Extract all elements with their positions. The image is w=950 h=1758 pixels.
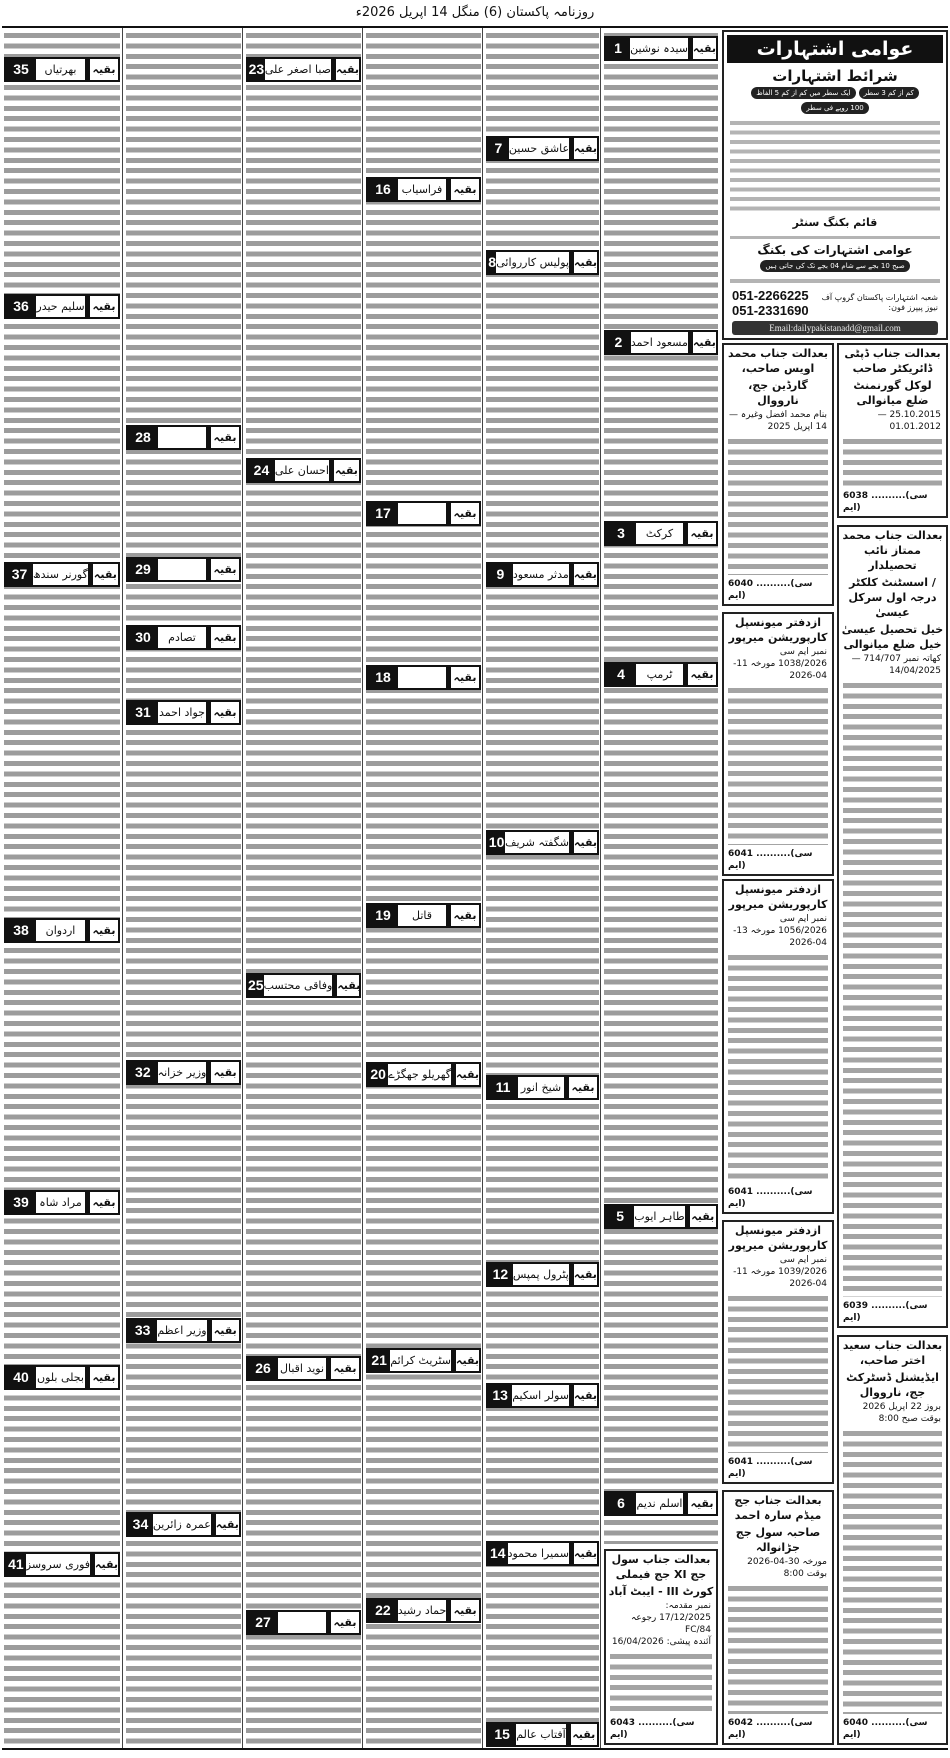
story-title: صبا اصغر علی <box>264 63 332 76</box>
notice-heading: ایڈیشنل ڈسٹرکٹ جج، نارووال <box>846 1371 939 1399</box>
legal-notice-ad <box>837 525 948 1328</box>
notice-body-text <box>728 1293 828 1453</box>
bottom-rule <box>2 1748 948 1750</box>
story-title: وزیر خزانہ <box>157 1066 207 1079</box>
phone-numbers <box>732 288 809 318</box>
continued-story-header <box>486 830 599 855</box>
notice-heading: ازدفتر میونسپل کارپوریشن میرپور <box>728 1224 828 1252</box>
continued-story-header <box>4 1190 120 1215</box>
continued-story-header <box>486 1383 599 1408</box>
continued-label: بقیہ <box>326 1358 359 1379</box>
legal-notice-ad <box>722 1220 834 1484</box>
story-number: 36 <box>6 296 36 317</box>
notice-code: 6041 ..........(سی ایم) <box>728 1187 813 1209</box>
continued-story-header <box>4 1552 120 1577</box>
story-number: 10 <box>488 832 505 853</box>
story-title: سیدہ نوشین <box>630 42 689 55</box>
story-number: 15 <box>488 1724 516 1745</box>
story-title: شگفتہ شریف <box>505 836 570 849</box>
booking-row <box>724 242 946 273</box>
continued-label: بقیہ <box>85 1367 118 1388</box>
continued-label: بقیہ <box>569 252 597 273</box>
story-number: 25 <box>248 975 264 996</box>
story-title: عاشق حسین <box>508 142 570 155</box>
continued-story-header <box>604 1491 718 1516</box>
contact-row <box>724 287 946 319</box>
notice-heading: / اسسٹنٹ کلکٹر درجہ اول سرکل عیسیٰ <box>848 576 937 619</box>
continued-story-header <box>246 458 361 483</box>
continued-story-header <box>366 1062 481 1087</box>
pill-rate: 100 روپے فی سطر <box>801 102 869 114</box>
continued-label: بقیہ <box>446 1600 479 1621</box>
notice-body-text <box>728 436 828 575</box>
story-number: 12 <box>488 1264 513 1285</box>
continued-label: بقیہ <box>451 1064 479 1085</box>
pill-min-lines: کم از کم 3 سطر <box>859 87 919 99</box>
notice-body-text <box>728 1583 828 1714</box>
news-column <box>126 30 241 1746</box>
story-number: 7 <box>488 138 509 159</box>
continued-story-header <box>366 1598 481 1623</box>
continued-label: بقیہ <box>329 460 359 481</box>
story-title: سٹریٹ کرائم <box>390 1354 452 1367</box>
story-title: کرکٹ <box>645 527 674 540</box>
notice-heading: بعدالت جناب محمد اویس صاحب، <box>728 347 828 375</box>
public-ads-panel <box>722 30 948 340</box>
story-title: فوری سروسز <box>25 1558 91 1571</box>
notice-body-text <box>728 952 828 1183</box>
story-number: 6 <box>606 1493 636 1514</box>
news-column <box>246 30 361 1746</box>
column-divider <box>600 28 601 1748</box>
story-number: 20 <box>368 1064 388 1085</box>
phone-number[interactable]: 051-2266225 <box>732 288 809 303</box>
top-rule <box>2 26 948 28</box>
story-number: 3 <box>606 523 636 544</box>
story-number: 37 <box>6 564 33 585</box>
story-number: 35 <box>6 59 36 80</box>
notice-heading: لوکل گورنمنٹ ضلع میانوالی <box>853 379 932 407</box>
continued-label: بقیہ <box>90 1554 118 1575</box>
column-divider <box>362 28 363 1748</box>
news-column <box>486 30 599 1746</box>
court-subtitle: کورٹ III - ایبٹ آباد <box>608 1585 714 1598</box>
story-title: جواد احمد <box>159 706 205 719</box>
continued-story-header <box>486 1262 599 1287</box>
story-title: احسان علی <box>274 464 329 477</box>
continued-story-header <box>366 177 481 202</box>
continued-label: بقیہ <box>683 523 716 544</box>
continued-label: بقیہ <box>85 1192 118 1213</box>
notice-heading: ازدفتر میونسپل کارپوریشن میرپور <box>728 883 828 911</box>
story-number: 5 <box>606 1206 634 1227</box>
notice-reference: بروز 22 اپریل 2026 بوقت صبح 8:00 <box>862 1402 941 1424</box>
continued-label: بقیہ <box>446 667 479 688</box>
continued-label: بقیہ <box>446 905 479 926</box>
phone-number[interactable]: 051-2331690 <box>732 303 809 318</box>
continued-story-header <box>126 700 241 725</box>
continued-label: بقیہ <box>685 1206 716 1227</box>
story-title: مراد شاہ <box>39 1196 82 1209</box>
story-title: گورنر سندھ <box>32 568 88 581</box>
continued-label: بقیہ <box>569 1264 597 1285</box>
story-title: پولیس کارروائی <box>496 256 570 269</box>
notice-code: 6040 ..........(سی ایم) <box>843 1718 928 1740</box>
story-number: 41 <box>6 1554 26 1575</box>
continued-label: بقیہ <box>688 38 716 59</box>
story-title: وزیر اعظم <box>157 1324 207 1337</box>
booking-hours: صبح 10 بجے سے شام 04 بجے تک کی جاتی ہیں <box>760 260 909 272</box>
story-title <box>398 667 446 688</box>
continued-story-header <box>126 625 241 650</box>
email-address[interactable]: Email:dailypakistanadd@gmail.com <box>732 321 938 335</box>
story-number: 26 <box>248 1358 278 1379</box>
continued-story-header <box>604 330 718 355</box>
continued-label: بقیہ <box>211 1514 239 1535</box>
notice-body-text <box>728 685 828 845</box>
story-number: 29 <box>128 559 158 580</box>
notice-heading: صاحبہ سول جج جڑانوالہ <box>735 1526 821 1554</box>
notice-code: 6042 ..........(سی ایم) <box>728 1718 813 1740</box>
notice-code: 6041 ..........(سی ایم) <box>728 1457 813 1479</box>
continued-story-header <box>486 1722 599 1747</box>
continued-label: بقیہ <box>88 564 118 585</box>
ad-terms-pills <box>724 86 946 115</box>
notice-body-text <box>843 1428 942 1714</box>
story-title <box>158 559 206 580</box>
continued-story-header <box>366 1348 481 1373</box>
booking-center-label: قائم بکنگ سنٹر <box>792 216 878 229</box>
story-title: وفاقی محتسب <box>263 979 333 992</box>
continued-story-header <box>486 1541 599 1566</box>
phone-label: شعبہ اشتہارات پاکستان گروپ آف نیوز پیپرز فون: <box>821 293 938 312</box>
continued-story-header <box>604 1204 718 1229</box>
continued-story-header <box>486 562 599 587</box>
continued-label: بقیہ <box>206 702 239 723</box>
continued-story-header <box>126 557 241 582</box>
continued-label: بقیہ <box>206 1062 239 1083</box>
pill-words-per-line: ایک سطر میں کم از کم 5 الفاظ <box>751 87 855 99</box>
story-title: حماد رشید <box>397 1604 447 1617</box>
column-divider <box>482 28 483 1748</box>
story-number: 40 <box>6 1367 36 1388</box>
notice-reference: بنام محمد افضل وغیرہ — 14 اپریل 2025 <box>729 410 827 432</box>
story-number: 32 <box>128 1062 158 1083</box>
court-next-date: آئندہ پیشی: 16/04/2026 <box>611 1637 711 1647</box>
continued-story-header <box>366 903 481 928</box>
notice-code: 6039 ..........(سی ایم) <box>843 1301 928 1323</box>
continued-story-header <box>366 665 481 690</box>
continued-story-header <box>604 36 718 61</box>
story-number: 30 <box>128 627 158 648</box>
story-title: سمیرا محمود <box>507 1547 570 1560</box>
story-number: 4 <box>606 664 636 685</box>
story-title: سولر اسکیم <box>512 1389 570 1402</box>
continued-label: بقیہ <box>569 564 597 585</box>
continued-story-header <box>126 1318 241 1343</box>
continued-story-header <box>4 57 120 82</box>
story-title: اسلم ندیم <box>636 1497 683 1510</box>
continued-story-header <box>4 294 120 319</box>
story-number: 14 <box>488 1543 508 1564</box>
legal-notice-ad <box>722 612 834 876</box>
notice-body-text <box>843 436 942 487</box>
news-column <box>604 30 718 1746</box>
story-number: 19 <box>368 905 398 926</box>
continued-story-header <box>486 136 599 161</box>
public-ads-title: عوامی اشتہارات <box>727 35 943 63</box>
story-title: تصادم <box>168 631 196 644</box>
news-column <box>4 30 120 1746</box>
continued-story-header <box>366 501 481 526</box>
continued-label: بقیہ <box>206 559 239 580</box>
continued-label: بقیہ <box>683 1493 716 1514</box>
column-divider <box>122 28 123 1748</box>
story-number: 17 <box>368 503 398 524</box>
continued-label: بقیہ <box>207 1320 239 1341</box>
story-title: سلیم حیدر <box>36 300 85 313</box>
story-title: عمرہ زائرین <box>152 1518 211 1531</box>
story-number: 39 <box>6 1192 36 1213</box>
story-number: 18 <box>368 667 398 688</box>
story-number: 23 <box>248 59 265 80</box>
story-title: بھرتیاں <box>44 63 77 76</box>
continued-label: بقیہ <box>569 138 597 159</box>
notice-heading: بعدالت جناب سعید اختر صاحب، <box>842 1339 943 1367</box>
notice-body-text <box>843 680 942 1297</box>
legal-notice-ad <box>837 1335 948 1745</box>
legal-notice-ad <box>722 1490 834 1745</box>
story-title: طاہر ایوب <box>634 1210 685 1223</box>
continued-story-header <box>604 521 718 546</box>
notice-code: 6041 ..........(سی ایم) <box>728 849 813 871</box>
notice-heading: خیل تحصیل عیسیٰ خیل ضلع میانوالی <box>841 623 944 651</box>
story-title: شیخ انور <box>520 1081 562 1094</box>
continued-label: بقیہ <box>564 1077 597 1098</box>
story-title <box>158 427 206 448</box>
story-title: ٹرمپ <box>646 668 673 681</box>
story-title: مدثر مسعود <box>512 568 569 581</box>
story-number: 24 <box>248 460 275 481</box>
legal-notice-ad <box>837 343 948 518</box>
continued-label: بقیہ <box>326 1612 359 1633</box>
continued-label: بقیہ <box>85 920 118 941</box>
continued-story-header <box>4 918 120 943</box>
notice-reference: نمبر ایم سی 1039/2026 مورخہ 11-04-2026 <box>733 1255 827 1289</box>
notice-code: 6040 ..........(سی ایم) <box>728 579 813 601</box>
story-title: گھریلو جھگڑے <box>388 1068 452 1081</box>
continued-label: بقیہ <box>331 59 359 80</box>
continued-story-header <box>486 1075 599 1100</box>
story-number: 33 <box>128 1320 157 1341</box>
notice-heading: بعدالت جناب جج میڈم سارہ احمد <box>734 1494 822 1522</box>
story-number: 11 <box>488 1077 518 1098</box>
court-title: بعدالت جناب سول جج XI جج فیملی <box>611 1553 711 1581</box>
court-ref: 6043 ..........(سی ایم) <box>610 1718 695 1740</box>
story-number: 8 <box>488 252 496 273</box>
news-column <box>366 30 481 1746</box>
continued-label: بقیہ <box>569 1385 597 1406</box>
continued-label: بقیہ <box>85 296 118 317</box>
continued-story-header <box>246 1610 361 1635</box>
continued-label: بقیہ <box>451 1350 479 1371</box>
court-body-text <box>610 1651 712 1714</box>
notice-reference: 25.10.2015 — 01.01.2012 <box>877 410 941 432</box>
story-number: 2 <box>606 332 631 353</box>
story-title: پٹرول پمپس <box>512 1268 569 1281</box>
story-number: 13 <box>488 1385 512 1406</box>
notice-heading: بعدالت جناب ڈپٹی ڈائریکٹر صاحب <box>844 347 941 375</box>
story-title <box>278 1612 326 1633</box>
continued-story-header <box>246 57 361 82</box>
story-number: 1 <box>606 38 630 59</box>
continued-label: بقیہ <box>85 59 118 80</box>
continued-label: بقیہ <box>569 1543 597 1564</box>
continued-story-header <box>246 1356 361 1381</box>
story-title: نوید اقبال <box>279 1362 325 1375</box>
continued-story-header <box>4 1365 120 1390</box>
story-number: 9 <box>488 564 513 585</box>
ad-terms-title: شرائط اشتہارات <box>772 67 898 85</box>
continued-label: بقیہ <box>446 179 479 200</box>
story-title: قاتل <box>411 909 432 922</box>
story-title <box>398 503 446 524</box>
story-number: 27 <box>248 1612 278 1633</box>
continued-label: بقیہ <box>446 503 479 524</box>
continued-label: بقیہ <box>688 332 716 353</box>
story-number: 16 <box>368 179 398 200</box>
court-notice-abbottabad <box>604 1549 718 1745</box>
continued-label: بقیہ <box>683 664 716 685</box>
story-title: فراسیاب <box>401 183 443 196</box>
notice-reference: نمبر ایم سی 1038/2026 مورخہ 11-04-2026 <box>733 647 827 681</box>
legal-notice-ad <box>722 879 834 1214</box>
continued-label: بقیہ <box>569 832 597 853</box>
notice-heading: گارڈین جج، نارووال <box>748 379 808 407</box>
ad-terms-text-2 <box>730 233 940 239</box>
continued-story-header <box>126 1060 241 1085</box>
story-number: 28 <box>128 427 158 448</box>
story-number: 38 <box>6 920 36 941</box>
masthead-dateline: روزنامہ پاکستان (6) منگل 14 اپریل 2026ء <box>355 5 595 20</box>
notice-reference: مورخہ 30-04-2026 بوقت 8:00 <box>747 1557 827 1579</box>
continued-label: بقیہ <box>332 975 360 996</box>
story-title: آفتاب عالم <box>516 1728 566 1741</box>
continued-label: بقیہ <box>566 1724 597 1745</box>
notice-heading: ازدفتر میونسپل کارپوریشن میرپور <box>728 616 828 644</box>
continued-story-header <box>246 973 361 998</box>
ad-terms-text <box>730 118 940 213</box>
notice-reference: کھاتہ نمبر 714/707 — 14/04/2025 <box>851 654 941 676</box>
continued-story-header <box>604 662 718 687</box>
continued-story-header <box>4 562 120 587</box>
notice-reference: نمبر ایم سی 1056/2026 مورخہ 13-04-2026 <box>733 914 827 948</box>
booking-title: عوامی اشتہارات کی بکنگ <box>757 243 913 257</box>
column-divider <box>242 28 243 1748</box>
notice-code: 6038 ..........(سی ایم) <box>843 491 928 513</box>
continued-story-header <box>126 425 241 450</box>
story-number: 22 <box>368 1600 398 1621</box>
notice-heading: بعدالت جناب محمد ممتاز نائب تحصیلدار <box>842 529 943 572</box>
story-title: اردوان <box>45 924 76 937</box>
continued-label: بقیہ <box>206 627 239 648</box>
continued-label: بقیہ <box>206 427 239 448</box>
court-case-number: نمبر مقدمہ: 17/12/2025 رجوعہ 84/FC <box>631 1601 711 1635</box>
story-number: 21 <box>368 1350 390 1371</box>
booking-note <box>730 276 940 284</box>
continued-story-header <box>126 1512 241 1537</box>
continued-story-header <box>486 250 599 275</box>
story-title: مسعود احمد <box>630 336 688 349</box>
legal-notice-ad <box>722 343 834 606</box>
story-number: 34 <box>128 1514 153 1535</box>
story-title: بجلی بلوں <box>37 1371 84 1384</box>
story-number: 31 <box>128 702 158 723</box>
